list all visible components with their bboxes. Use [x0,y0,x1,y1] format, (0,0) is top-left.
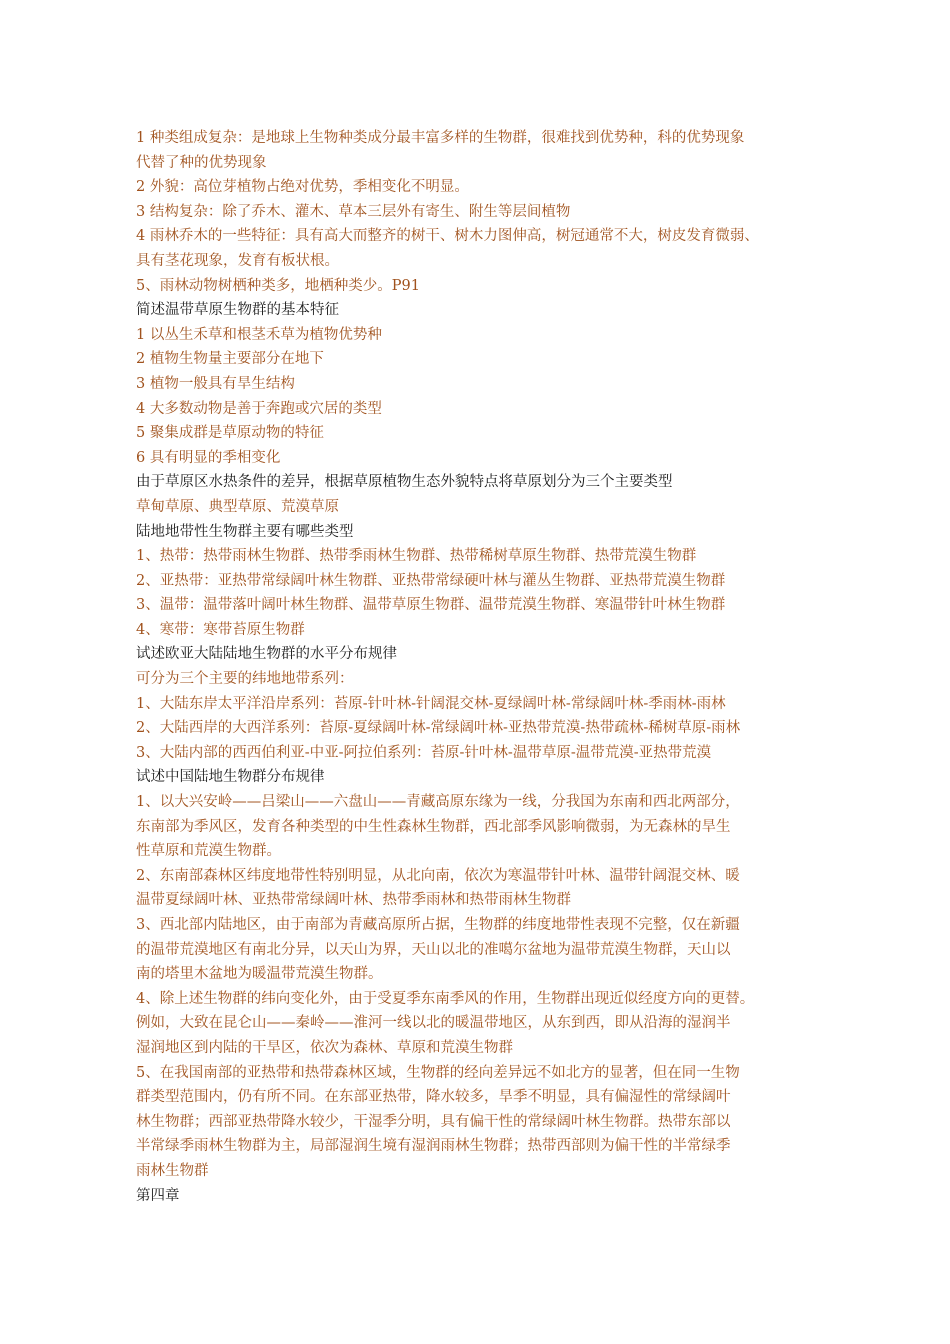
answer-text-line: 2 外貌：高位芽植物占绝对优势，季相变化不明显。 [136,179,469,196]
answer-text-line: 6 具有明显的季相变化 [136,449,281,466]
answer-text-line: 南的塔里木盆地为暖温带荒漠生物群。 [136,966,383,983]
answer-text-line: 5 聚集成群是草原动物的特征 [136,425,324,442]
answer-text-line: 草甸草原、典型草原、荒漠草原 [136,498,339,515]
answer-text-line: 半常绿季雨林生物群为主，局部湿润生境有湿润雨林生物群；热带西部则为偏干性的半常绿季 [136,1138,731,1155]
question-heading-line: 简述温带草原生物群的基本特征 [136,302,339,319]
answer-text-line: 2、东南部森林区纬度地带性特别明显，从北向南，依次为寒温带针叶林、温带针阔混交林、暖 [136,867,740,884]
answer-text-line: 4 雨林乔木的一些特征：具有高大而整齐的树干、树木力图伸高，树冠通常不大，树皮发育微弱、 [136,228,759,245]
answer-text-line: 2、大陆西岸的大西洋系列：苔原-夏绿阔叶林-常绿阔叶林-亚热带荒漠-热带疏林-稀树草原-雨林 [136,720,741,737]
answer-text-line: 温带夏绿阔叶林、亚热带常绿阔叶林、热带季雨林和热带雨林生物群 [136,892,571,909]
answer-text-line: 代替了种的优势现象 [136,154,267,171]
document-page [136,126,852,1208]
answer-text-line: 3、温带：温带落叶阔叶林生物群、温带草原生物群、温带荒漠生物群、寒温带针叶林生物群 [136,597,726,614]
question-heading-line: 试述中国陆地生物群分布规律 [136,769,325,786]
answer-text-line: 2 植物生物量主要部分在地下 [136,351,324,368]
question-heading-line: 由于草原区水热条件的差异，根据草原植物生态外貌特点将草原划分为三个主要类型 [136,474,673,491]
answer-text-line: 群类型范围内，仍有所不同。在东部亚热带，降水较多，旱季不明显，具有偏湿性的常绿阔叶 [136,1089,731,1106]
answer-text-line: 具有茎花现象，发育有板状根。 [136,252,339,269]
answer-text-line: 可分为三个主要的纬地地带系列： [136,671,354,688]
answer-text-line: 1 种类组成复杂：是地球上生物种类成分最丰富多样的生物群，很难找到优势种，科的优势现象 [136,130,745,146]
question-heading-line: 试述欧亚大陆陆地生物群的水平分布规律 [136,646,397,663]
answer-text-line: 4 大多数动物是善于奔跑或穴居的类型 [136,400,382,417]
answer-text-line: 1 以丛生禾草和根茎禾草为植物优势种 [136,326,382,343]
answer-text-line: 性草原和荒漠生物群。 [136,843,281,860]
answer-text-line: 1、以大兴安岭——吕梁山——六盘山——青藏高原东缘为一线，分我国为东南和西北两部分， [136,794,740,811]
answer-text-line: 的温带荒漠地区有南北分异，以天山为界，天山以北的准噶尔盆地为温带荒漠生物群，天山以 [136,941,731,958]
answer-text-line: 3 植物一般具有旱生结构 [136,375,295,392]
answer-text-line: 东南部为季风区，发育各种类型的中生性森林生物群，西北部季风影响微弱，为无森林的旱生 [136,818,731,835]
answer-text-line: 1、大陆东岸太平洋沿岸系列：苔原-针叶林-针阔混交林-夏绿阔叶林-常绿阔叶林-季雨林-雨林 [136,695,726,712]
answer-text-line: 5、在我国南部的亚热带和热带森林区域，生物群的经向差异远不如北方的显著，但在同一生物 [136,1064,740,1081]
question-heading-line: 第四章 [136,1187,180,1204]
answer-text-line: 湿润地区到内陆的干旱区，依次为森林、草原和荒漠生物群 [136,1039,513,1056]
answer-text-line: 3、西北部内陆地区，由于南部为青藏高原所占据，生物群的纬度地带性表现不完整，仅在新疆 [136,917,740,933]
answer-text-line: 2、亚热带：亚热带常绿阔叶林生物群、亚热带常绿硬叶林与灌丛生物群、亚热带荒漠生物群 [136,572,726,589]
answer-text-line: 4、寒带：寒带苔原生物群 [136,621,305,638]
question-heading-line: 陆地地带性生物群主要有哪些类型 [136,523,354,540]
answer-text-line: 3、大陆内部的西西伯利亚-中亚-阿拉伯系列：苔原-针叶林-温带草原-温带荒漠-亚热带荒漠 [136,744,712,761]
answer-text-line: 5、雨林动物树栖种类多，地栖种类少。P91 [136,277,420,294]
answer-text-line: 林生物群；西部亚热带降水较少，干湿季分明，具有偏干性的常绿阔叶林生物群。热带东部以 [136,1113,731,1130]
answer-text-line: 例如，大致在昆仑山——秦岭——淮河一线以北的暖温带地区，从东到西，即从沿海的湿润半 [136,1015,731,1032]
answer-text-line: 3 结构复杂：除了乔木、灌木、草本三层外有寄生、附生等层间植物 [136,203,571,220]
answer-text-line: 1、热带：热带雨林生物群、热带季雨林生物群、热带稀树草原生物群、热带荒漠生物群 [136,548,697,565]
answer-text-line: 4、除上述生物群的纬向变化外，由于受夏季东南季风的作用，生物群出现近似经度方向的更替。 [136,990,755,1007]
answer-text-line: 雨林生物群 [136,1162,209,1179]
